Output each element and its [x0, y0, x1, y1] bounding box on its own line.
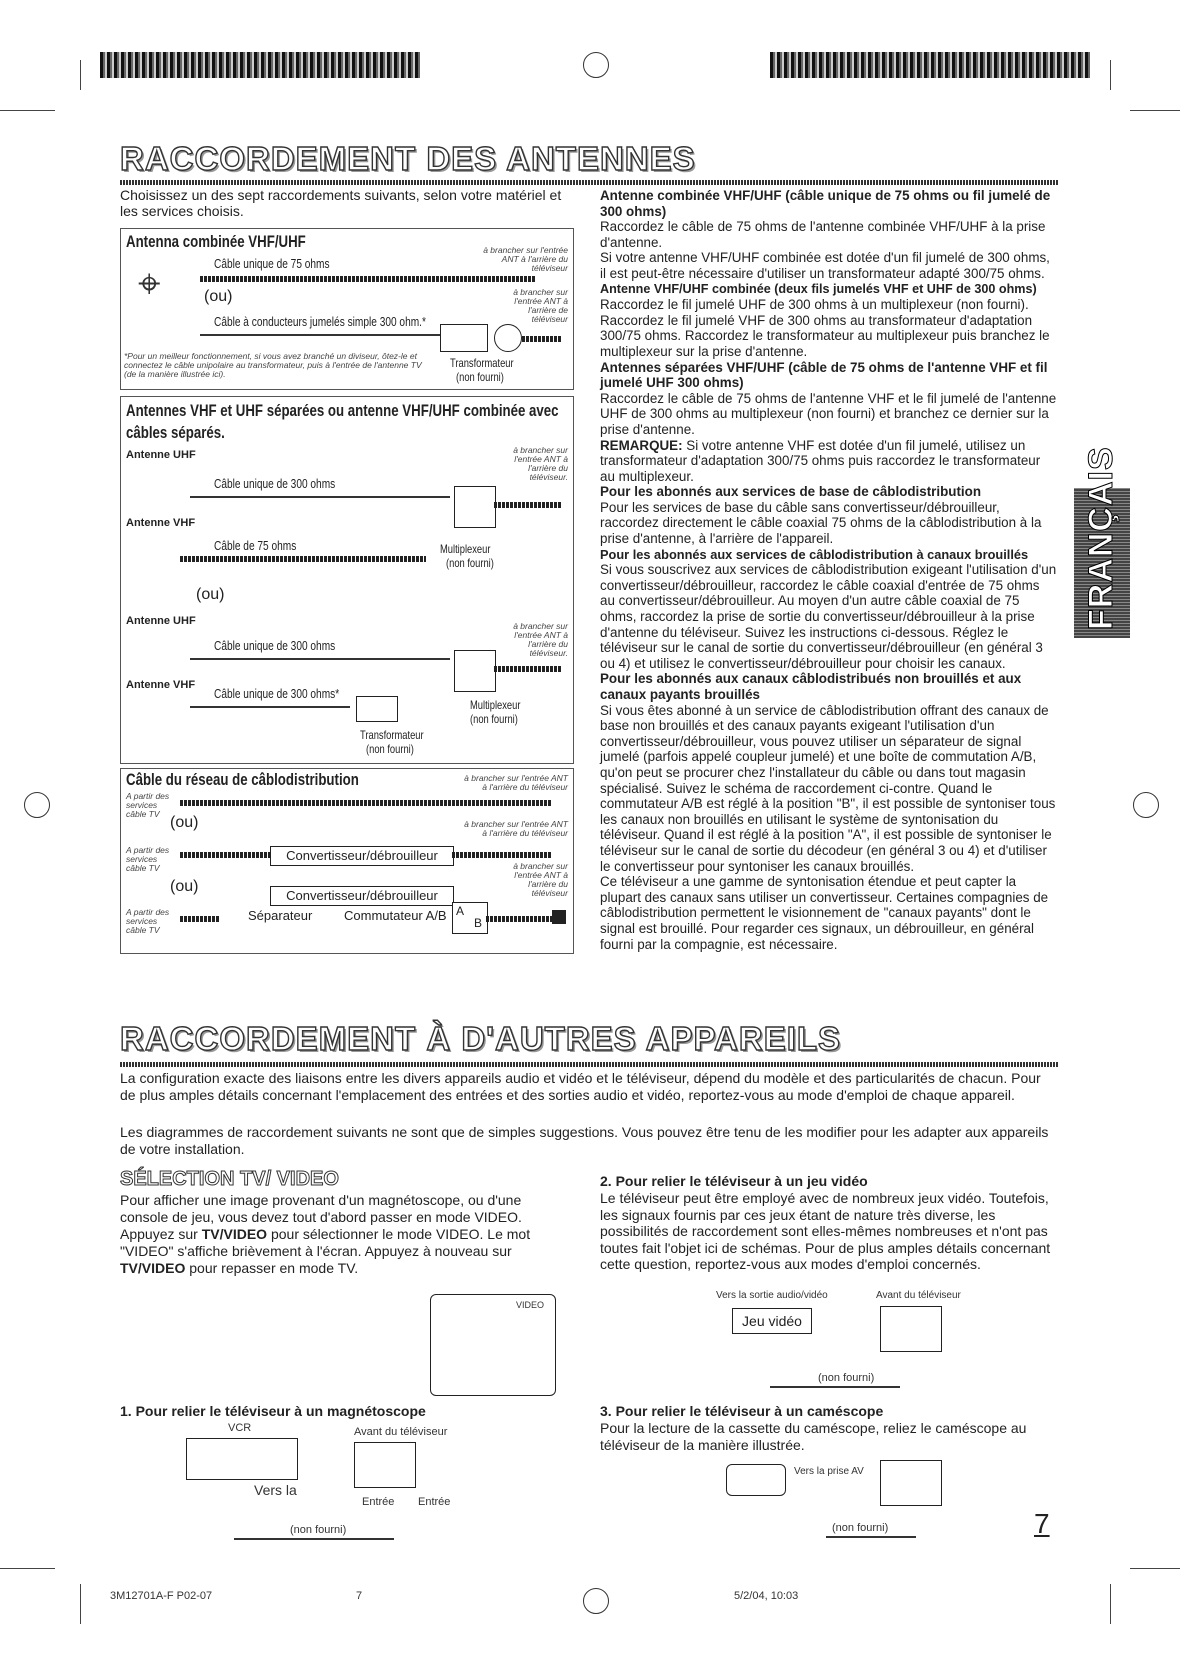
section2-intro-1: La configuration exacte des liaisons entre les divers appareils audio et vidéo et le téléviseur, dépend du modèle et des particularités de chacun. Pour de plus amples détails concernant l'emplacement des entrées et des sorties audio et vidéo, reportez-vous au mode d'emploi de chaque appareil.	[120, 1070, 1041, 1103]
title-rule	[120, 180, 1058, 185]
item2-cable	[770, 1386, 900, 1388]
connect-note-1: à brancher sur l'entrée ANT à l'arrière du téléviseur	[483, 245, 568, 273]
vcr-illustration	[186, 1438, 298, 1480]
connect-note-7: à brancher sur l'entrée ANT à l'arrière du téléviseur	[513, 861, 568, 898]
crop-mark	[1130, 1568, 1180, 1569]
item3-cable	[826, 1536, 916, 1538]
tv-video-button-ref-1: TV/VIDEO	[201, 1226, 268, 1242]
selection-text-2: pour sélectionner le mode VIDEO. Le mot "VIDEO" s'affiche brièvement à l'écran. Appuyez à nouveau sur	[120, 1226, 531, 1259]
converter-cable-1	[180, 852, 270, 858]
text-tuning-range: Ce téléviseur a une gamme de syntonisation étendue et peut capter la plupart des canaux sans utiliser un convertisseur. Certaines compagnies de câblodistribution permettent le visionnement de "canaux payants" dont le signal est brouillé. Pour regarder ces signaux, un débrouilleur, en général fourni par la compagnie, est nécessaire.	[600, 874, 1049, 952]
item3-title: 3. Pour relier le téléviseur à un caméscope	[600, 1403, 884, 1419]
text-scrambled: Si vous souscrivez aux services de câblodistribution exigeant l'utilisation d'un convertisseur/débrouilleur, raccordez le câble coaxial d'entrée de 75 ohms au convertisseur/débrouilleur. Au moyen d'un autre câble coaxial de 75 ohms, raccordez la prise de sortie du convertisseur/débrouilleur à la prise d'antenne du téléviseur. Suivez les instructions ci-dessous. Réglez le téléviseur sur le canal de sortie du convertisseur/débrouilleur (en général 3 ou 4) et utilisez le convertisseur/débrouilleur pour choisir les canaux.	[600, 562, 1057, 671]
text-twin-lead: Raccordez le fil jumelé UHF de 300 ohms à un multiplexeur (non fourni). Raccordez le fil jumelé VHF de 300 ohms au transformateur d'adaptation 300/75 ohms. Raccordez le transformateur au multiplexeur puis branchez le multiplexeur sur la prise d'antenne.	[600, 297, 1050, 359]
multiplexer-out-2	[494, 666, 562, 672]
item1-not-supplied: (non fourni)	[290, 1524, 347, 1536]
crop-mark	[0, 110, 55, 111]
right-column	[600, 188, 1058, 952]
item1-cable	[234, 1538, 394, 1540]
direct-cable	[180, 800, 552, 806]
transformer-box-2	[356, 696, 398, 722]
text-mixed: Si vous êtes abonné à un service de câblodistribution offrant des canaux de base non brouillés et des canaux payants exigeant l'utilisation d'un convertisseur/débrouilleur, vous pouvez utiliser un séparateur de signal jumelé (parfois appelé coupleur jumelé) et une boîte de commutation A/B, qu'on peut se procurer chez l'installateur du câble ou dans tout magasin spécialisé. Suivez le schéma de raccordement ci-contre. Quand le commutateur A/B est réglé à la position "B", il est possible de syntoniser tous les canaux non brouillés en utilisant le système de syntonisation du téléviseur. Quand il est réglé à la position "A", il est possible de syntoniser le téléviseur sur le canal de sortie du décodeur (en général 3 ou 4) et d'utiliser le convertisseur pour syntoniser les canaux brouillés.	[600, 702, 1056, 874]
splitter-in-cable	[180, 916, 220, 922]
not-supplied-label-1: (non fourni)	[446, 556, 494, 570]
box1-transformer-label: Transformateur	[450, 356, 514, 370]
cable-to-tv	[522, 336, 562, 342]
registration-target-icon	[583, 1588, 609, 1614]
item2-title: 2. Pour relier le téléviseur à un jeu vidéo	[600, 1173, 868, 1189]
box1-or: (ou)	[204, 288, 233, 305]
multiplexer-box-1	[454, 486, 496, 528]
heading-combined: Antenne combinée VHF/UHF (câble unique de 75 ohms ou fil jumelé de 300 ohms)	[600, 188, 1051, 219]
heading-twin-lead: Antenne VHF/UHF combinée (deux fils jumelés VHF et UHF de 300 ohms)	[600, 281, 1037, 296]
registration-bar-left	[100, 52, 420, 78]
from-cable-label-3: A partir des services câble TV	[126, 907, 170, 935]
transformer-icon	[494, 324, 522, 352]
not-supplied-label-3: (non fourni)	[366, 742, 414, 756]
multiplexer-box-2	[454, 650, 496, 692]
vhf-cable-1	[180, 556, 426, 562]
crop-mark	[80, 60, 81, 90]
cable-300-label-1: Câble unique de 300 ohms	[214, 476, 336, 491]
text-combined-2: Si votre antenne VHF/UHF combinée est dotée d'un fil jumelé de 300 ohms, il est peut-être nécessaire d'utiliser un transformateur adapté 300/75 ohms.	[600, 250, 1050, 281]
footer-page: 7	[356, 1590, 363, 1602]
cable-75-label: Câble unique de 75 ohms	[214, 256, 330, 271]
tv-front-panel-3	[880, 1460, 942, 1506]
selection-text-3: pour repasser en mode TV.	[185, 1260, 359, 1276]
tv-front-panel-1	[354, 1442, 416, 1488]
selection-title: SÉLECTION TV/ VIDEO	[120, 1168, 339, 1190]
connect-note-4: à brancher sur l'entrée ANT à l'arrière du téléviseur.	[513, 621, 568, 658]
cable-75-label-2: Câble de 75 ohms	[214, 538, 297, 553]
item2-front-tv: Avant du téléviseur	[876, 1290, 961, 1301]
vhf-antenna-label-1: Antenne VHF	[126, 517, 196, 529]
language-tab-label: FRANÇAIS	[1082, 446, 1120, 630]
uhf-wire-1	[190, 496, 450, 498]
box1-not-supplied: (non fourni)	[456, 370, 504, 384]
item3-text: Pour la lecture de la cassette du caméscope, reliez le caméscope au téléviseur de la manière illustrée.	[600, 1420, 1027, 1453]
text-separate: Raccordez le câble de 75 ohms de l'antenne VHF et le fil jumelé de l'antenne UHF de 300 ohms au multiplexeur (non fourni) et branchez ce dernier sur la prise d'antenne.	[600, 390, 1057, 437]
box3-or-1: (ou)	[170, 814, 199, 831]
item2-not-supplied: (non fourni)	[818, 1372, 875, 1384]
cable-tv-connector-icon	[552, 910, 566, 924]
registration-bar-right	[770, 52, 1090, 78]
page-number: 7	[1034, 1508, 1050, 1539]
cable-300-label: Câble à conducteurs jumelés simple 300 ohm.*	[214, 314, 426, 329]
heading-scrambled: Pour les abonnés aux services de câblodistribution à canaux brouillés	[600, 546, 1029, 562]
heading-mixed: Pour les abonnés aux canaux câblodistribués non brouillés et aux canaux payants brouillés	[600, 671, 1022, 702]
crop-mark	[80, 1584, 81, 1624]
switch-b-label: B	[474, 916, 483, 930]
box2-or: (ou)	[196, 586, 225, 603]
intro-text: Choisissez un des sept raccordements suivants, selon votre matériel et les services choisis.	[120, 187, 562, 219]
language-tab	[1074, 446, 1130, 638]
game-console-box: Jeu vidéo	[732, 1308, 812, 1334]
switch-out-cable	[486, 916, 552, 922]
transformer-box	[440, 324, 488, 352]
item1-input-2: Entrée	[418, 1496, 451, 1508]
cable-300-label-3: Câble unique de 300 ohms*	[214, 686, 340, 701]
item1-front-tv: Avant du téléviseur	[354, 1426, 448, 1438]
vhf-antenna-label-2: Antenne VHF	[126, 679, 196, 691]
crop-mark	[1110, 1584, 1111, 1624]
not-supplied-label-2: (non fourni)	[470, 712, 518, 726]
multiplexer-label-1: Multiplexeur	[440, 542, 491, 556]
from-cable-label-2: A partir des services câble TV	[126, 845, 170, 873]
converter-box-1: Convertisseur/débrouilleur	[270, 846, 454, 866]
uhf-wire-2	[190, 658, 450, 660]
registration-target-icon	[583, 52, 609, 78]
crop-mark	[1110, 60, 1111, 90]
ab-switch-label: Commutateur A/B	[344, 908, 447, 923]
tv-front-panel-2	[880, 1306, 942, 1352]
item3-not-supplied: (non fourni)	[832, 1522, 889, 1534]
selection-text-1: Pour afficher une image provenant d'un magnétoscope, ou d'une console de jeu, vous devez tout d'abord passer en mode VIDEO. Appuyez sur	[120, 1192, 522, 1242]
box3-or-2: (ou)	[170, 878, 199, 895]
section2-rule	[120, 1062, 1058, 1067]
remark-label: REMARQUE:	[600, 437, 683, 453]
box1-footnote: *Pour un meilleur fonctionnement, si vous avez branché un diviseur, ôtez-le et connectez le câble unipolaire au transformateur, puis à l'entrée de l'antenne TV (de la manière illustrée ici).	[124, 351, 422, 379]
text-combined-1: Raccordez le câble de 75 ohms de l'antenne combinée VHF/UHF à la prise d'antenne.	[600, 219, 1046, 250]
tv-video-button-ref-2: TV/VIDEO	[120, 1260, 186, 1276]
uhf-antenna-label-2: Antenne UHF	[126, 615, 196, 627]
multiplexer-out-1	[494, 502, 562, 508]
multiplexer-label-2: Multiplexeur	[470, 698, 521, 712]
item1-input-1: Entrée	[362, 1496, 395, 1508]
connect-note-5: à brancher sur l'entrée ANT à l'arrière du téléviseur	[464, 773, 568, 792]
antenna-icon: ⌖	[138, 262, 161, 306]
box1-title: Antenna combinée VHF/UHF	[126, 232, 306, 251]
from-cable-label-1: A partir des services câble TV	[126, 791, 170, 819]
converter-cable-out-1	[452, 852, 552, 858]
item2-text: Le téléviseur peut être employé avec de nombreux jeux vidéo. Toutefois, les signaux fournis par ces jeux étant de nature très diverse, les possibilités de raccordement sont elles-mêmes nombreuses et n'ont pas toutes fait l'objet ici de schémas. Pour de plus amples détails concernant cette question, reportez-vous aux modes d'emploi concernés.	[600, 1190, 1051, 1272]
connect-note-6: à brancher sur l'entrée ANT à l'arrière du téléviseur	[464, 819, 568, 838]
crop-mark	[0, 1568, 55, 1569]
section2-intro-2: Les diagrammes de raccordement suivants ne sont que de simples suggestions. Vous pouvez être tenu de les modifier pour les adapter aux appareils de votre installation.	[120, 1124, 1049, 1157]
item1-to: Vers la	[254, 1482, 297, 1498]
selection-text	[120, 1192, 572, 1277]
connect-note-2: à brancher sur l'entrée ANT à l'arrière de téléviseur	[513, 287, 568, 324]
item1-title: 1. Pour relier le téléviseur à un magnétoscope	[120, 1403, 426, 1419]
connect-note-3: à brancher sur l'entrée ANT à l'arrière du téléviseur.	[513, 445, 568, 482]
registration-target-icon	[24, 792, 50, 818]
box3-title: Câble du réseau de câblodistribution	[126, 770, 359, 789]
cable-75	[200, 276, 536, 282]
uhf-antenna-label-1: Antenne UHF	[126, 449, 196, 461]
vcr-label: VCR	[228, 1422, 252, 1434]
heading-basic-cable: Pour les abonnés aux services de base de câblodistribution	[600, 484, 982, 500]
transformer-label-2: Transformateur	[360, 728, 424, 742]
page-title: RACCORDEMENT DES ANTENNES	[120, 140, 696, 177]
screen-video-label: VIDEO	[516, 1300, 545, 1310]
cable-300-label-2: Câble unique de 300 ohms	[214, 638, 336, 653]
switch-a-label: A	[456, 904, 465, 918]
footer-date: 5/2/04, 10:03	[734, 1590, 799, 1602]
heading-separate: Antennes séparées VHF/UHF (câble de 75 ohms de l'antenne VHF et fil jumelé UHF 300 ohms)	[600, 359, 1048, 391]
box2-title: Antennes VHF et UHF séparées ou antenne VHF/UHF combinée avec câbles séparés.	[126, 401, 559, 442]
camcorder-illustration	[726, 1464, 786, 1496]
section2-title: RACCORDEMENT À D'AUTRES APPAREILS	[120, 1020, 842, 1057]
vhf-wire-2	[190, 706, 350, 708]
converter-box-2: Convertisseur/débrouilleur	[270, 886, 454, 906]
item3-to-av: Vers la prise AV	[794, 1466, 864, 1477]
item2-to-output: Vers la sortie audio/vidéo	[716, 1290, 828, 1301]
registration-target-icon	[1133, 792, 1159, 818]
footer-code: 3M12701A-F P02-07	[110, 1590, 213, 1602]
crop-mark	[1130, 110, 1180, 111]
remark	[600, 438, 1058, 485]
text-basic-cable: Pour les services de base du câble sans convertisseur/débrouilleur, raccordez directement le câble coaxial 75 ohms de la câblodistribution à la prise d'antenne, à l'arrière de l'appareil.	[600, 499, 1042, 547]
splitter-label: Séparateur	[248, 908, 313, 923]
remark-text: Si votre antenne VHF est dotée d'un fil jumelé, utilisez un transformateur d'adaptation 300/75 ohms puis raccordez le transformateur au multiplexeur.	[600, 437, 1041, 484]
twin-lead-wire	[200, 334, 440, 336]
